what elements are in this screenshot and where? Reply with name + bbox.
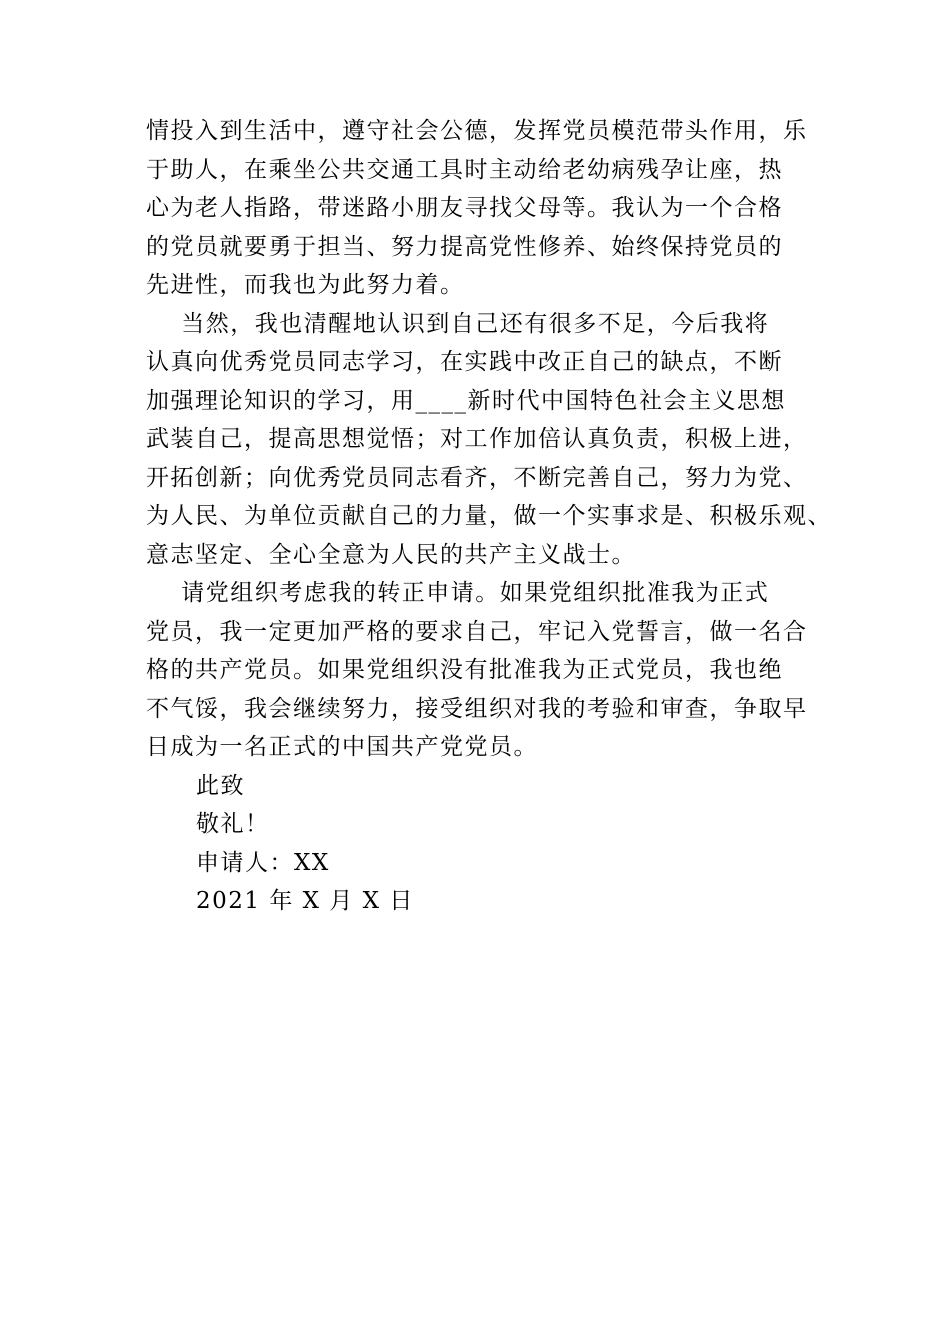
text-line: 先进性，而我也为此努力着。 [146,272,465,298]
paragraph-2 [146,305,832,575]
text-line: 为人民、为单位贡献自己的力量，做一个实事求是、积极乐观、 [146,503,832,529]
text-line: 请党组织考虑我的转正申请。如果党组织批准我为正式 [146,580,770,606]
text-line: 认真向优秀党员同志学习，在实践中改正自己的缺点，不断 [146,349,783,375]
closing-block [146,767,810,921]
date-line: 2021 年 X 月 X 日 [196,888,414,914]
text-line: 的党员就要勇于担当、努力提高党性修养、始终保持党员的 [146,233,783,260]
paragraph-3 [146,574,810,767]
text-line: 开拓创新；向优秀党员同志看齐，不断完善自己，努力为党、 [146,464,808,491]
text-line: 日成为一名正式的中国共产党党员。 [146,734,538,760]
salutation: 此致 [196,772,245,799]
paragraph-1 [146,112,810,305]
text-line: 情投入到生活中，遵守社会公德，发挥党员模范带头作用，乐 [146,118,808,144]
text-line: 武装自己，提高思想觉悟；对工作加倍认真负责，积极上进， [146,426,808,452]
text-line: 意志坚定、全心全意为人民的共产主义战士。 [146,541,636,568]
text-line: 加强理论知识的学习，用____新时代中国特色社会主义思想 [146,387,786,414]
text-line: 不气馁，我会继续努力，接受组织对我的考验和审查，争取早 [146,695,808,722]
text-line: 格的共产党员。如果党组织没有批准我为正式党员，我也绝 [146,657,783,683]
applicant-signature: 申请人：XX [196,849,330,876]
text-line: 党员，我一定更加严格的要求自己，牢记入党誓言，做一名合 [146,618,808,645]
respect-line: 敬礼！ [196,811,270,837]
text-line: 于助人，在乘坐公共交通工具时主动给老幼病残孕让座，热 [146,156,783,183]
text-line: 心为老人指路，带迷路小朋友寻找父母等。我认为一个合格 [146,195,783,221]
text-line: 当然，我也清醒地认识到自己还有很多不足，今后我将 [146,310,770,337]
document-page [146,112,832,921]
